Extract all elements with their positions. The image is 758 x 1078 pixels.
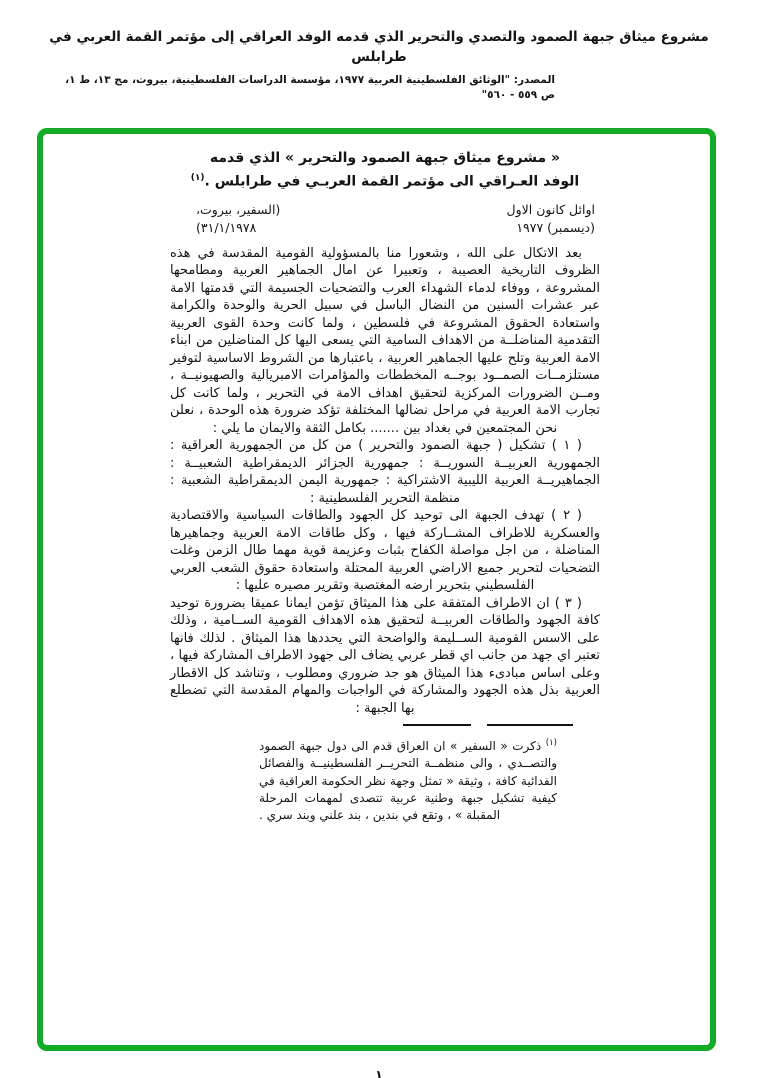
footnote-separator-segment (487, 724, 573, 726)
document-title-line2: الوفد العـراقي الى مؤتمر القمة العربـي في طرابلس . (204, 173, 580, 190)
footnote-separator (403, 724, 573, 726)
footnote-marker: (١) (545, 738, 557, 749)
paragraph-clause-1: ( ١ ) تشكيل ( جبهة الصمود والتحرير ) من كل من الجمهورية العراقية : الجمهورية العربيــة السوريــة : جمهورية الجزائر الديمقراطية الشعبيــة : الجماهيريــة العربية الليبية الاشتراكية : جمهورية اليمن الديمقراطية الشعبية : منظمة التحرير الفلسطينية : (170, 438, 600, 506)
date-block (170, 201, 600, 238)
date-issued-line2: (ديسمبر) ١٩٧٧ (516, 220, 595, 236)
publication-citation-line2: ٣١/١/١٩٧٨) (196, 220, 257, 236)
footnote-reference: (١) (190, 172, 205, 183)
footnote (259, 735, 557, 824)
document-title (170, 149, 600, 192)
document-title-line1: « مشروع ميثاق جبهة الصمود والتحرير » الذي قدمه (209, 150, 561, 166)
source-citation: المصدر: "الوثائق الفلسطينية العربية ١٩٧٧، مؤسسة الدراسات الفلسطينية، بيروت، مج ١٣، ط ١، ص ٥٥٩ - ٥٦٠" (65, 74, 555, 101)
publication-citation (196, 201, 280, 238)
date-issued (507, 201, 595, 238)
publication-citation-line1: (السفير، بيروت، (196, 201, 281, 217)
paragraph-clause-2: ( ٢ ) تهدف الجبهة الى توحيد كل الجهود والطاقات السياسية والاقتصادية والعسكرية للاطراف المشــاركة فيها ، وكل طاقات الامة العربية وجماهيرها المناضلة ، من اجل مواصلة الكفاح بثبات وعزيمة قوية مهما طال الزمن وغلت التضحيات لتحرير جميع الاراضي العربية المحتلة واستعادة حقوق الشعب العربي الفلسطيني بتحرير ارضه المغتصبة وتقرير مصيره عليها : (170, 508, 600, 594)
footnote-separator-segment (403, 724, 471, 726)
date-issued-line1: اوائل كانون الاول (506, 201, 595, 217)
document-body (170, 245, 600, 718)
green-border-frame (37, 128, 716, 1051)
page-number: ١ (375, 1067, 383, 1078)
header-title: مشروع ميثاق جبهة الصمود والتصدي والتحرير الذي قدمه الوفد العراقي إلى مؤتمر القمة العربي في طرابلس (49, 29, 709, 65)
footnote-text: ذكرت « السفير » ان العراق قدم الى دول جبهة الصمود والتصــدي ، والى منظمــة التحريــر الفلسطينيــة والفصائل الفدائية كافة ، وثيقة « تمثل وجهة نظر الحكومة العراقية في كيفية تشكيل جبهة وطنية عربية تتصدى لمهمات المرحلة المقبلة » ، وتقع في بندين ، بند علني وبند سري . (259, 739, 557, 822)
document-content (170, 149, 600, 824)
paragraph-preamble: بعد الاتكال على الله ، وشعورا منا بالمسؤولية القومية المقدسة في هذه الظروف التاريخية العصيبة ، وتعبيرا عن امال الجماهير العربية ومطامحها المشروعة ، ووفاء لدماء الشهداء العرب والتضحيات الجسيمة التي قدمتها الامة عبر عشرات السنين من النضال الباسل في سبيل الحرية والوحدة والكرامة واستعادة الحقوق المشروعة في فلسطين ، ولما كانت وحدة القوى العربية التقدمية المناضلــة من الاهداف السامية التي يسعى اليها كل المناضلين من ابناء الامة العربية وتلح عليها الجماهير العربية ، باعتبارها من الشروط الاساسية لتوفير مستلزمــات الصمــود بوجــه المخططات والمؤامرات الامبريالية والصهيونيــة ، ومــن الضرورات المركزية لتحقيق اهداف الامة في التحرير ، ولما كانت كل تجارب الامة العربية في مراحل نضالها المختلفة تؤكد ضرورة هذه الوحدة ، نعلن نحن المجتمعين في بغداد بين ....... بكامل الثقة والايمان ما يلي : (170, 245, 600, 436)
paragraph-clause-3: ( ٣ ) ان الاطراف المتفقة على هذا الميثاق تؤمن ايمانا عميقا بضرورة توحيد كافة الجهود والطاقات العربيــة لتحقيق هذه الاهداف القومية الســامية ، وذلك على الاسس القومية الســليمة والواضحة التي يحددها هذا الميثاق . لذلك فانها تعتبر اي جهد من جانب اي قطر عربي يضاف الى جهود الاطراف المشاركة فيها ، وعلى اساس مبادىء هذا الميثاق هو جد ضروري ومطلوب ، وتناشد كل الاقطار العربية بذل هذه الجهود والمشاركة في الواجبات والمهام المقدسة التي تضطلع بها الجبهة : (170, 595, 600, 716)
